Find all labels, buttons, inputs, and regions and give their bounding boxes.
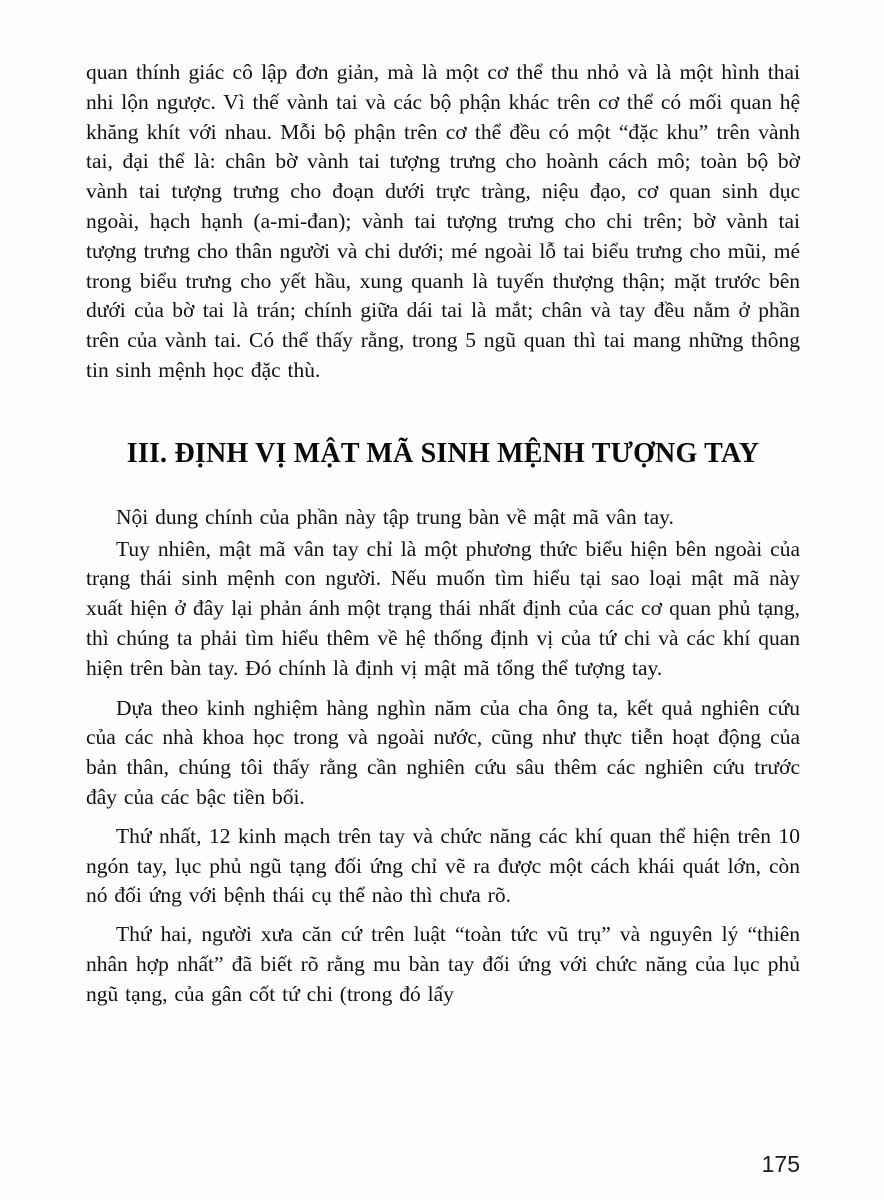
page-number: 175 — [761, 1151, 800, 1177]
section-heading: III. ĐỊNH VỊ MẬT MÃ SINH MỆNH TƯỢNG TAY — [126, 437, 760, 469]
paragraph-dua-theo: Dựa theo kinh nghiệm hàng nghìn năm của cha ông ta, kết quả nghiên cứu của các nhà khoa học trong và ngoài nước, cũng như thực tiễn hoạt động của bản thân, chúng tôi thấy rằng cần nghiên cứu sâu thêm các nghiên cứu trước đây của các bậc tiền bối. — [86, 695, 800, 809]
page-content — [86, 58, 800, 1010]
paragraph-thu-nhat: Thứ nhất, 12 kinh mạch trên tay và chức năng các khí quan thể hiện trên 10 ngón tay, lục phủ ngũ tạng đối ứng chỉ vẽ ra được một cách khái quát lớn, còn nó đối ứng với bệnh thái cụ thể nào thì chưa rõ. — [86, 823, 800, 908]
paragraph-tuy-nhien: Tuy nhiên, mật mã vân tay chỉ là một phương thức biểu hiện bên ngoài của trạng thái sinh mệnh con người. Nếu muốn tìm hiểu tại sao loại mật mã này xuất hiện ở đây lại phản ánh một trạng thái nhất định của các cơ quan phủ tạng, thì chúng ta phải tìm hiểu thêm về hệ thống định vị của tứ chi và các khí quan hiện trên bàn tay. Đó chính là định vị mật mã tổng thể tượng tay. — [86, 536, 800, 680]
paragraph-intro: Nội dung chính của phần này tập trung bàn về mật mã vân tay. — [116, 504, 674, 529]
paragraph-thu-hai: Thứ hai, người xưa căn cứ trên luật “toàn tức vũ trụ” và nguyên lý “thiên nhân hợp nhất” đã biết rõ rằng mu bàn tay đối ứng với chức năng của lục phủ ngũ tạng, của gân cốt tứ chi (trong đó lấy — [86, 922, 800, 1006]
paragraph-continuation: quan thính giác cô lập đơn giản, mà là một cơ thể thu nhỏ và là một hình thai nhi lộn ngược. Vì thế vành tai và các bộ phận khác trên cơ thể có mối quan hệ khăng khít với nhau. Mỗi bộ phận trên cơ thể đều có một “đặc khu” trên vành tai, đại thể là: chân bờ vành tai tượng trưng cho hoành cách mô; toàn bộ bờ vành tai tượng trưng cho đoạn dưới trực tràng, niệu đạo, cơ quan sinh dục ngoài, hạch hạnh (a-mi-đan); vành tai tượng trưng cho chi trên; bờ vành tai tượng trưng cho thân người và chi dưới; mé ngoài lỗ tai biểu trưng cho mũi, mé trong biểu trưng cho yết hầu, xung quanh là tuyến thượng thận; mặt trước bên dưới của bờ tai là trán; chính giữa dái tai là mắt; chân và tay đều nằm ở phần trên của vành tai. Có thể thấy rằng, trong 5 ngũ quan thì tai mang những thông tin sinh mệnh học đặc thù. — [86, 60, 800, 382]
